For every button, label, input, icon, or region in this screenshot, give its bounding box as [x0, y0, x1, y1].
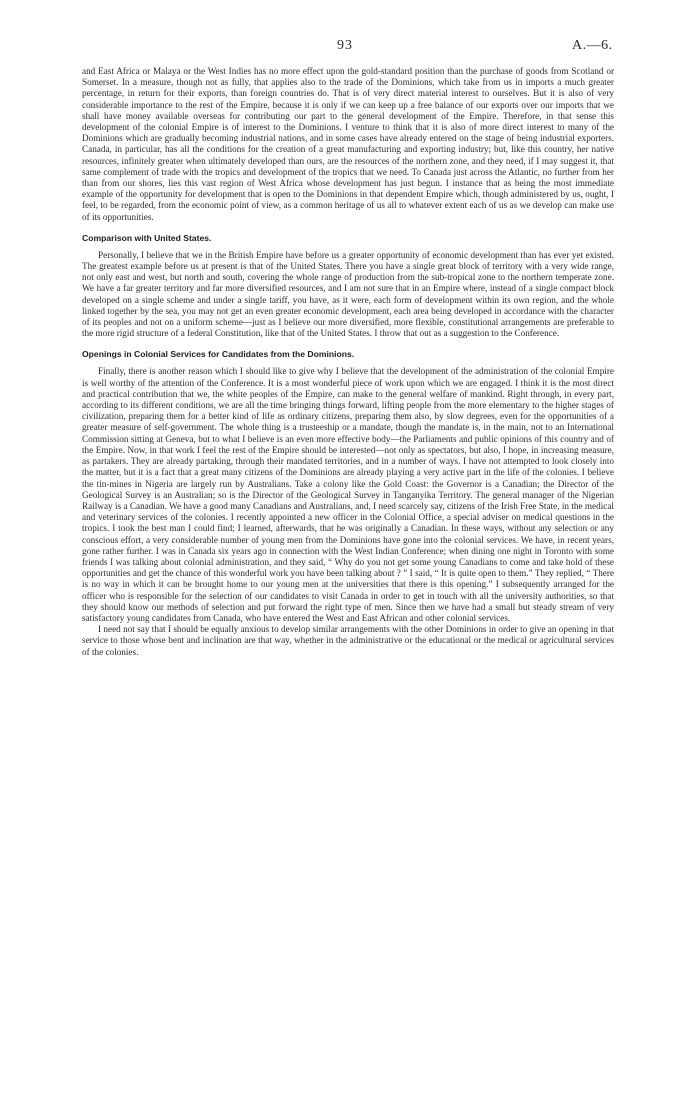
- section-heading-openings: Openings in Colonial Services for Candidates from the Dominions.: [82, 349, 355, 360]
- page-number: 93: [337, 38, 353, 53]
- paragraph-openings-1: Finally, there is another reason which I should like to give why I believe that the development of the administration of the colonial Empire is well worthy of the attention of the Conference. It is a most wonderful piece of work upon which we are engaged. I think it is the most direct and practical contribution that we, the white peoples of the Empire, can make to the general welfare of mankind. Right through, in every part, according to its different conditions, we are all the time bringing things forward, lifting people from the more elementary to the higher stages of civilization, preparing them for a better kind of life as ordinary citizens, preparing them also, by slow degrees, even for the opportunities of a greater measure of self-government. The whole thing is a trusteeship or a mandate, though the mandate is, in the main, not to an International Commission sitting at Geneva, but to what I believe is an even more effective body—the Parliaments and public opinions of this country and of the Empire. Now, in that work I feel the rest of the Empire should be interested—not only as spectators, but also, I hope, in increasing measure, as partakers. They are already partaking, through their mandated territories, and in a number of ways. I have not attempted to look closely into the matter, but it is a fact that a great many citizens of the Dominions are already playing a very active part in the life of the colonies. I believe the tin-mines in Nigeria are largely run by Australians. Take a colony like the Gold Coast: the Governor is a Canadian; the Director of the Geological Survey is an Australian; so is the Director of the Geological Survey in Tanganyika Territory. The general manager of the Nigerian Railway is a Canadian. We have a good many Canadians and Australians, and, I need scarcely say, citizens of the Irish Free State, in the medical and veterinary services of the colonies. I recently appointed a new officer in the Colonial Office, a special adviser on medical questions in the tropics. I took the best man I could find; I learned, afterwards, that he was originally a Canadian. In these ways, without any selection or any conscious effort, a very considerable number of young men from the Dominions have gone into the colonial services. We have, in recent years, gone rather further. I was in Canada six years ago in connection with the West Indian Conference; when dining one night in Toronto with some friends I was talking about colonial administration, and they said, “ Why do you not get some young Canadians to come and take hold of these opportunities and get the chance of this wonderful work you have been talking about ? ” I said, “ It is quite open to them.” They replied, “ There is no way in which it can be brought home to our young men at the universities that there is this opening.” I subsequently arranged for the officer who is responsible for the selection of our candidates to visit Canada in order to get in touch with all the university authorities, so that they should know our methods of selection and put forward the right type of men. Since then we have had a small but steady stream of very satisfactory young candidates from Canada, who have entered the West and East African and other colonial services.: [82, 366, 614, 623]
- paragraph-openings-2: I need not say that I should be equally anxious to develop similar arrangements with the other Dominions in order to give an opening in that service to those whose bent and inclination are that way, whether in the administrative or the educational or the medical or agricultural services of the colonies.: [82, 624, 614, 657]
- paragraph-intro: and East Africa or Malaya or the West Indies has no more effect upon the gold-standard position than the purchase of goods from Scotland or Somerset. In a measure, though not as fully, that applies also to the trade of the Dominions, which take from us in imports a much greater percentage, in return for their exports, than foreign countries do. That is of very direct material interest to ourselves. But it is also of very considerable importance to the rest of the Empire, because it is only if we can keep up a free balance of our exports over our imports that we shall have money available overseas for contributing our part to the general development of the Empire. Therefore, in that sense this development of the colonial Empire is of interest to the Dominions. I venture to think that it is also of more direct interest to many of the Dominions which are gradually becoming industrial nations, and in some cases have already entered on the stage of being industrial exporters. Canada, in particular, has all the conditions for the creation of a great manufacturing and exporting industry; but, like this country, her native resources, infinitely greater when ultimately developed than ours, are the resources of the northern zone, and they need, if I may suggest it, that same complement of trade with the tropics and development of the tropics that we need. To Canada just across the Atlantic, no further from her than from our shores, lies this vast region of West Africa whose development has just begun. I instance that as being the most immediate example of the opportunity for development that is open to the Dominions in that dependent Empire which, though administered by us, ought, I feel, to be regarded, from the economic point of view, as a common heritage of us all to whatever extent each of us as we develop can make use of its opportunities.: [82, 66, 614, 222]
- section-heading-comparison: Comparison with United States.: [82, 232, 212, 243]
- page-header: [0, 38, 700, 58]
- paragraph-comparison: Personally, I believe that we in the British Empire have before us a greater opportunity of economic development than has ever yet existed. The greatest example before us at present is that of the United States. There you have a single great block of territory with a very wide range, not only east and west, but north and south, covering the whole range of production from the sub-tropical zone to the northern temperate zone. We have a far greater territory and far more diversified resources, and I am not sure that in an Empire where, instead of a single compact block developed on a single scheme and under a single tariff, you have, as it were, each form of development within its own region, and the whole linked together by the sea, you may not get an even greater economic development, each area being developed in accordance with the character of its peoples and not on a uniform scheme—just as I believe our more diversified, more flexible, constitutional arrangements are preferable to the more rigid structure of a federal Constitution, like that of the United States. I throw that out as a suggestion to the Conference.: [82, 249, 614, 339]
- body-text: [82, 66, 614, 658]
- document-reference: A.—6.: [572, 38, 613, 53]
